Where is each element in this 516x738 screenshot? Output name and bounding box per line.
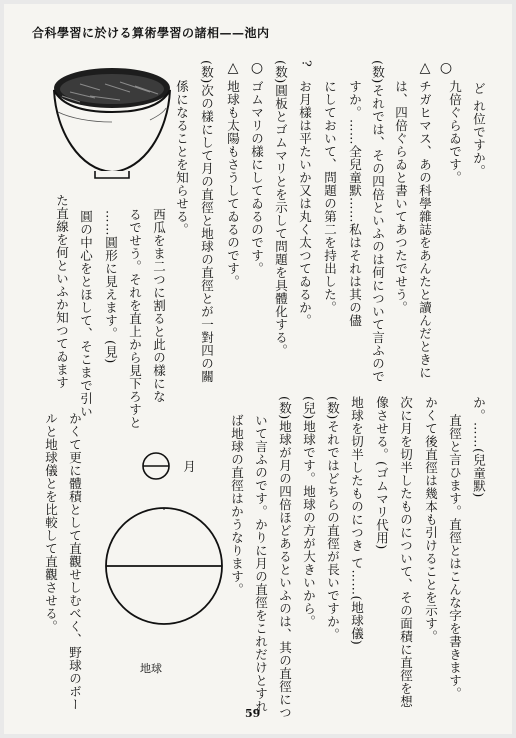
book-page [4, 4, 512, 734]
running-head: 合科學習に於ける算術學習の諸相——池内 [32, 26, 270, 40]
text-line: 次に月を切半したものについて、その面積に直徑を想 [398, 396, 414, 708]
text-line: ど れ位ですか。 [471, 82, 487, 178]
mark-circle-2: ○ [249, 60, 265, 77]
text-line: か。……(兒童默) [471, 396, 487, 498]
text-line: チガヒマス、あの科學雜誌をあんたと讀んだときに [417, 80, 433, 379]
text-line: にしておいて、問題の第二を持出した。 [322, 80, 338, 314]
text-line: (数)それではどちらの直徑が長いですか。 [325, 396, 341, 641]
text-line: ルと地球儀とを比較して直觀させる。 [43, 412, 59, 633]
text-line: (数)地球が月の四倍ほどあるといふのは、其の直徑につ [277, 396, 293, 719]
page-number: 59 [245, 707, 261, 720]
text-line: 係になることを知らせる。 [174, 80, 190, 236]
text-line: た直線を何といふか知つてゐます [54, 194, 70, 389]
text-line: ゴムマリの樣にしてゐるのです。 [249, 80, 265, 275]
text-line: お月樣は平たいか又は丸く太つてゐるか。 [297, 80, 313, 327]
text-line: ……圓形に見えます。(見) [103, 210, 119, 364]
text-line: (数)次の樣にして月の直徑と地球の直徑とが一對四の關 [199, 60, 215, 383]
text-line: 直徑と言ひます。直徑とはこんな字を書きます。 [447, 414, 463, 700]
text-line: 地球も太陽もさうしてゐるのです。 [225, 80, 241, 288]
text-line: 西瓜をま二つに割ると此の樣にな [151, 208, 167, 403]
moon-earth-diagram [104, 444, 234, 649]
text-line: (数)それでは、その四倍といふのは何について言ふので [370, 60, 386, 383]
moon-label: 月 [181, 460, 197, 473]
text-line: 九倍ぐらゐです。 [447, 80, 463, 184]
text-line: かくて更に體積として直觀せしむべく、野球のボー [67, 412, 83, 711]
mark-circle-1: ○ [438, 60, 454, 77]
text-line: かくて後直徑は幾本も引けることを示す。 [423, 396, 439, 643]
bowl-illustration [50, 62, 175, 187]
text-line: 像させる。(ゴムマリ代用) [374, 396, 390, 550]
text-line: いて言ふのです。かりに月の直徑をこれだけとすれ [253, 414, 269, 713]
question-mark: ? [299, 60, 315, 68]
text-line: は、四倍ぐらゐと書いてあつたでせう。 [393, 80, 409, 314]
earth-label: 地球 [140, 662, 162, 675]
text-line: (数)圓板とゴムマリとを示して問題を具體化する。 [273, 60, 289, 357]
text-line: ば地球の直徑はかうなります。 [229, 414, 245, 596]
mark-triangle-2: △ [225, 60, 241, 77]
text-line: るでせう。それを直上から見下ろすと [127, 208, 143, 429]
text-line: 圓の中心をとほして、そこまで引い [78, 210, 94, 418]
text-line: 地球を切半したものにつき て……(地球儀) [349, 396, 365, 646]
text-line: (兒)地球です。地球の方が大きいから。 [301, 396, 317, 628]
text-line: すか。……全兒童默……私はそれは其の儘 [347, 80, 363, 327]
mark-triangle-1: △ [417, 60, 433, 77]
